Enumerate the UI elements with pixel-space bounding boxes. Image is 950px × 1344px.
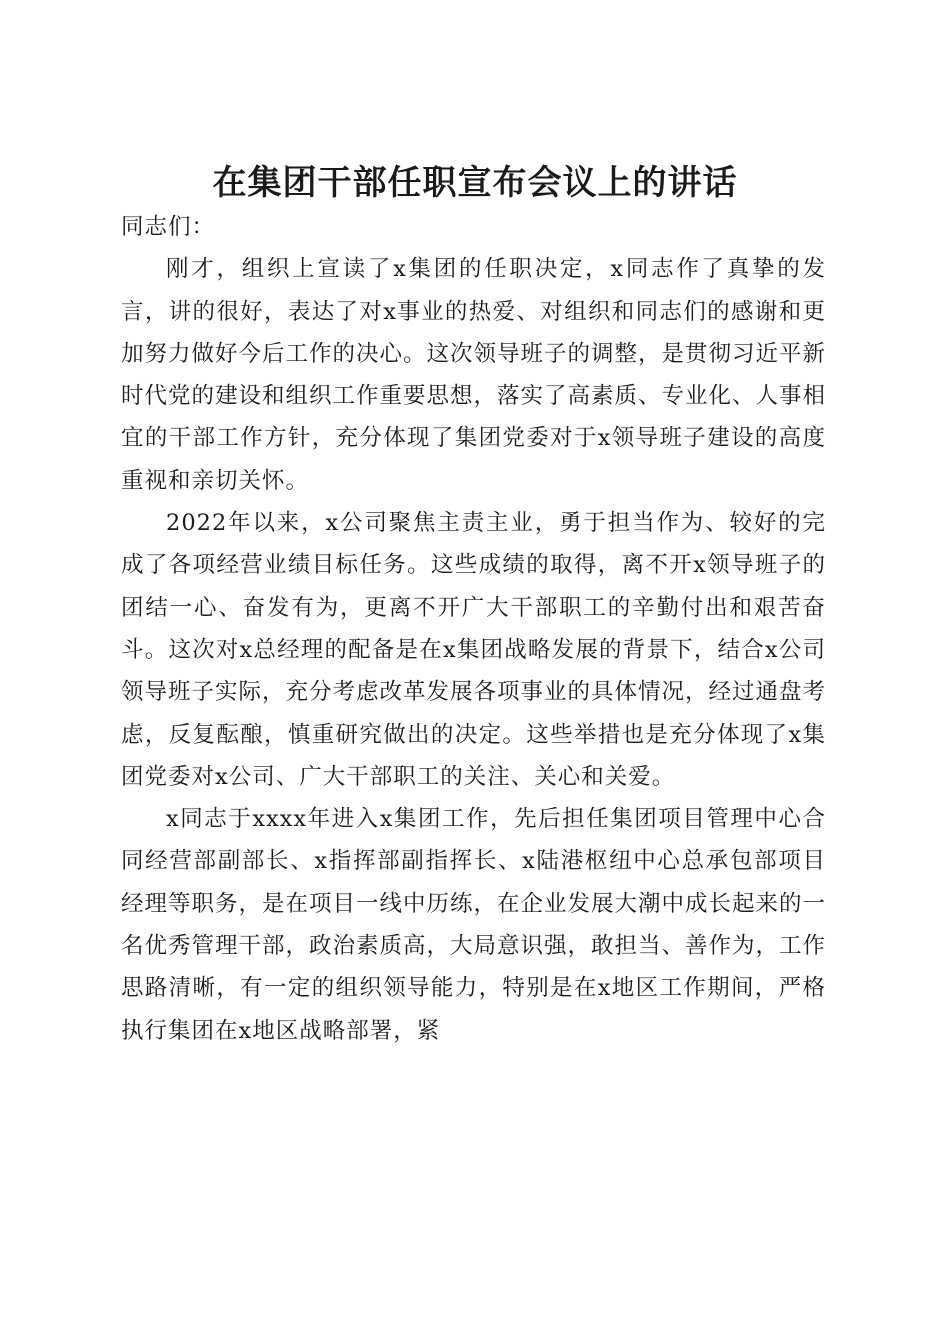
document-title: 在集团干部任职宣布会议上的讲话: [212, 162, 738, 203]
salutation: 同志们：: [121, 214, 216, 240]
paragraph-3: x同志于xxxx年进入x集团工作，先后担任集团项目管理中心合同经营部副部长、x指挥部副指挥长、x陆港枢纽中心总承包部项目经理等职务，是在项目一线中历练，在企业发展大潮中成长起来的一名优秀管理干部，政治素质高，大局意识强，敢担当、善作为，工作思路清晰，有一定的组织领导能力，特别是在x地区工作期间，严格执行集团在x地区战略部署，紧: [121, 806, 827, 1044]
document-body: [121, 206, 826, 1052]
paragraph-1: 刚才，组织上宣读了x集团的任职决定，x同志作了真挚的发言，讲的很好，表达了对x事业的热爱、对组织和同志们的感谢和更加努力做好今后工作的决心。这次领导班子的调整，是贯彻习近平新时代党的建设和组织工作重要思想，落实了高素质、专业化、人事相宜的干部工作方针，充分体现了集团党委对于x领导班子建设的高度重视和亲切关怀。: [121, 256, 827, 494]
paragraph-2: 2022年以来，x公司聚焦主责主业，勇于担当作为、较好的完成了各项经营业绩目标任务。这些成绩的取得，离不开x领导班子的团结一心、奋发有为，更离不开广大干部职工的辛勤付出和艰苦奋斗。这次对x总经理的配备是在x集团战略发展的背景下，结合x公司领导班子实际，充分考虑改革发展各项事业的具体情况，经过通盘考虑，反复酝酿，慎重研究做出的决定。这些举措也是充分体现了x集团党委对x公司、广大干部职工的关注、关心和关爱。: [121, 510, 827, 790]
